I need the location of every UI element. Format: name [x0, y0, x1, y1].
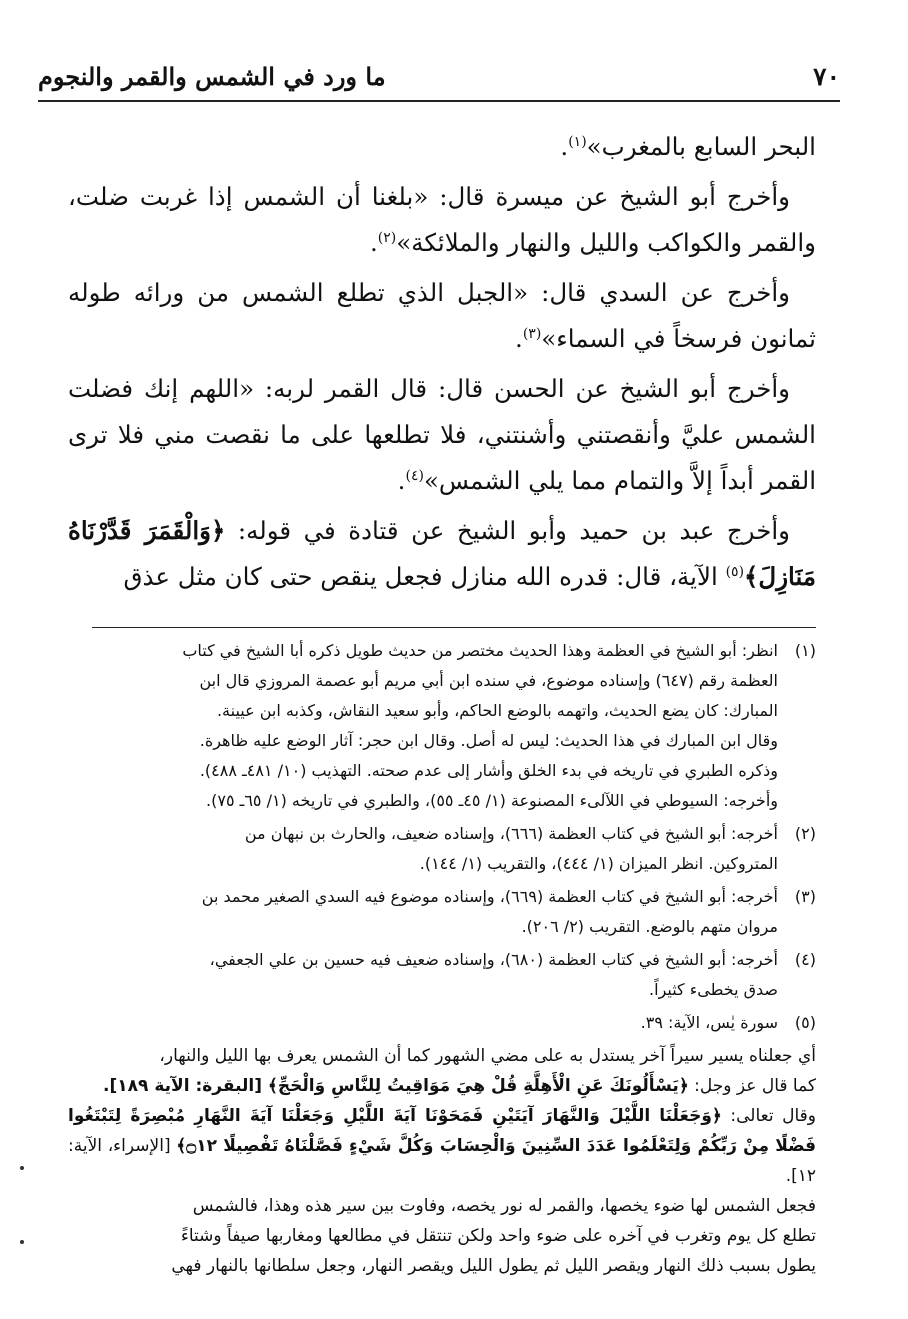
footnote [68, 1008, 816, 1038]
commentary [68, 1041, 816, 1281]
paragraph-text: وأخرج أبو الشيخ عن الحسن قال: قال القمر لربه: «اللهم إنك فضلت الشمس عليَّ وأنقصتني وأشنتني، فلا تطلعها على ما نقصت مني فلا ترى القمر أبداً إلاَّ والتمام مما يلي الشمس» [68, 374, 816, 495]
paragraph-text: وأخرج عن السدي قال: «الجبل الذي تطلع الشمس من ورائه طوله ثمانون فرسخاً في السماء» [68, 278, 816, 353]
footnote-body [68, 1008, 778, 1038]
footnote-ref: (١) [568, 133, 587, 150]
footnote-line: سورة يٰس، الآية: ٣٩. [640, 1013, 778, 1032]
footnote-body [68, 636, 778, 816]
footnote-line: أخرجه: أبو الشيخ في كتاب العظمة (٦٦٩)، وإسناده موضوع فيه السدي الصغير محمد بن [201, 887, 778, 906]
surah-reference: [الإسراء، الآية: ١٢]. [68, 1136, 816, 1186]
footnote [68, 819, 816, 879]
paragraph-end: . [369, 228, 378, 257]
paragraph-text: وأخرج عبد بن حميد وأبو الشيخ عن قتادة في قوله: [225, 516, 790, 545]
paragraph [68, 174, 816, 266]
footnote-ref: (٢) [377, 229, 397, 246]
quran-verse: ﴿وَجَعَلْنَا اللَّيْلَ وَالنَّهَارَ آيَتَيْنِ فَمَحَوْنَا آيَةَ اللَّيْلِ وَجَعَلْنَا آيَةَ النَّهَارِ مُبْصِرَةً لِتَبْتَغُوا فَضْلًا مِنْ رَبِّكُمْ وَلِتَعْلَمُوا عَدَدَ السِّنِينَ وَالْحِسَابَ وَكُلَّ شَيْءٍ فَصَّلْنَاهُ تَفْصِيلًا ۝١٢﴾ [68, 1106, 816, 1156]
footnote-number: (٣) [794, 887, 816, 906]
paragraph-text: وأخرج أبو الشيخ عن ميسرة قال: «بلغنا أن الشمس إذا غربت ضلت، والقمر والكواكب والليل والنهار والملائكة» [68, 182, 816, 257]
quran-verse: ﴿يَسْأَلُونَكَ عَنِ الْأَهِلَّةِ قُلْ هِيَ مَوَاقِيتُ لِلنَّاسِ وَالْحَجِّ﴾ [267, 1076, 689, 1096]
footnote [68, 636, 816, 816]
footnote-ref: (٥) [725, 563, 745, 580]
footnote-line: المبارك: كان يضع الحديث، واتهمه بالوضع الحاكم، وأبو سعيد النقاش، وكذبه ابن عيينة. [216, 701, 778, 720]
scan-speck [20, 1240, 24, 1244]
footnote-line: انظر: أبو الشيخ في العظمة وهذا الحديث مختصر من حديث طويل ذكره أبا الشيخ في كتاب [182, 641, 778, 660]
footnote-body [68, 882, 778, 942]
page-number: ٧٠ [813, 61, 840, 91]
footnote [68, 882, 816, 942]
paragraph-end: . [560, 132, 569, 161]
footnote-line: المتروكين. انظر الميزان (١/ ٤٤٤)، والتقريب (١/ ١٤٤). [419, 854, 778, 873]
page-header [38, 56, 840, 96]
main-text [68, 124, 816, 604]
footnotes [68, 636, 816, 1281]
footnote-line: مروان متهم بالوضع. التقريب (٢/ ٢٠٦). [521, 917, 778, 936]
footnote-line: وذكره الطبري في تاريخه في بدء الخلق وأشار إلى عدم صحته. التهذيب (١٠/ ٤٨١ـ ٤٨٨). [199, 761, 778, 780]
commentary-text: كما قال عز وجل: [688, 1076, 816, 1096]
footnote-ref: (٣) [522, 325, 542, 342]
paragraph [68, 508, 816, 600]
commentary-line: أي جعلناه يسير سيراً آخر يستدل به على مضي الشهور كما أن الشمس يعرف بها الليل والنهار، [159, 1046, 816, 1066]
footnote-line: صدق يخطىء كثيراً. [649, 980, 778, 999]
commentary-line [68, 1071, 816, 1101]
paragraph [68, 270, 816, 362]
footnote-ref: (٤) [405, 467, 424, 484]
footnote-line: العظمة رقم (٦٤٧) وإسناده موضوع، في سنده ابن أبي مريم أبو عصمة المروزي قال ابن [199, 671, 778, 690]
paragraph-end: . [515, 324, 523, 353]
footnote [68, 945, 816, 1005]
commentary-line: فجعل الشمس لها ضوء يخصها، والقمر له نور يخصه، وفاوت بين سير هذه وهذا، فالشمس [192, 1196, 816, 1216]
paragraph [68, 366, 816, 504]
footnote-number: (٥) [794, 1013, 816, 1032]
scan-speck [20, 1166, 24, 1170]
paragraph [68, 124, 816, 170]
commentary-line [68, 1101, 816, 1191]
footnote-line: وقال ابن المبارك في هذا الحديث: ليس له أصل. وقال ابن حجر: آثار الوضع عليه ظاهرة. [199, 731, 778, 750]
running-title: ما ورد في الشمس والقمر والنجوم [38, 61, 386, 91]
footnote-number: (١) [794, 641, 816, 660]
footnote-line: أخرجه: أبو الشيخ في كتاب العظمة (٦٨٠)، وإسناده ضعيف فيه حسين بن علي الجعفي، [209, 950, 778, 969]
paragraph-text: الآية، قال: قدره الله منازل فجعل ينقص حتى كان مثل عذق [123, 562, 726, 591]
header-rule [38, 100, 840, 102]
paragraph-text: البحر السابع بالمغرب» [586, 132, 816, 161]
surah-reference: [البقرة: الآية ١٨٩]. [103, 1076, 268, 1096]
footnote-rule [92, 627, 816, 628]
footnote-body [68, 945, 778, 1005]
footnote-number: (٢) [794, 824, 816, 843]
footnote-number: (٤) [794, 950, 816, 969]
footnote-line: وأخرجه: السيوطي في اللآلىء المصنوعة (١/ ٤٥ـ ٥٥)، والطبري في تاريخه (١/ ٦٥ـ ٧٥). [206, 791, 778, 810]
commentary-line: تطلع كل يوم وتغرب في آخره على ضوء واحد ولكن تنتقل في مطالعها ومغاربها صيفاً وشتاءً [180, 1226, 816, 1246]
footnote-line: أخرجه: أبو الشيخ في كتاب العظمة (٦٦٦)، وإسناده ضعيف، والحارث بن نبهان من [244, 824, 778, 843]
paragraph-end: . [397, 466, 406, 495]
footnote-body [68, 819, 778, 879]
commentary-line: يطول بسبب ذلك النهار ويقصر الليل ثم يطول الليل ويقصر النهار، وجعل سلطانها بالنهار فهي [171, 1256, 816, 1276]
quran-verse: ﴿وَالْقَمَرَ قَدَّرْنَاهُ مَنَازِلَ﴾ [68, 516, 816, 591]
commentary-text: وقال تعالى: [721, 1106, 816, 1126]
